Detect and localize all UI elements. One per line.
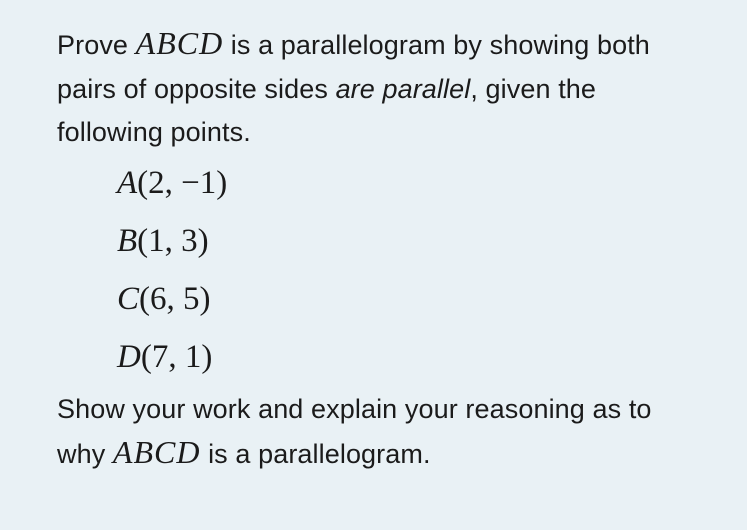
closing-text-1: Show your work and explain your reasoning as to why — [57, 393, 652, 469]
point-d — [117, 337, 212, 377]
point-b — [117, 221, 209, 261]
intro-text-3: , given the following points. — [57, 73, 597, 147]
point-label: C — [117, 280, 140, 317]
emphasis-text: are parallel — [335, 73, 471, 104]
shape-name: ABCD — [135, 25, 224, 61]
question-intro — [57, 22, 707, 155]
point-label: A — [117, 164, 138, 201]
point-label: D — [117, 338, 141, 375]
point-label: B — [117, 222, 138, 259]
point-coords: (6, 5) — [139, 280, 211, 317]
point-list — [57, 155, 707, 388]
point-a — [117, 163, 227, 203]
question-closing — [57, 388, 707, 477]
intro-text-2: is a parallelogram by showing both pairs of opposite sides — [57, 30, 650, 104]
shape-name-closing: ABCD — [112, 434, 201, 470]
point-coords: (1, 3) — [137, 222, 209, 259]
point-coords: (7, 1) — [140, 338, 213, 375]
point-c — [117, 279, 211, 319]
intro-text-1: Prove — [57, 30, 136, 60]
closing-text-2: is a parallelogram. — [200, 439, 431, 469]
point-coords: (2, −1) — [137, 164, 228, 201]
